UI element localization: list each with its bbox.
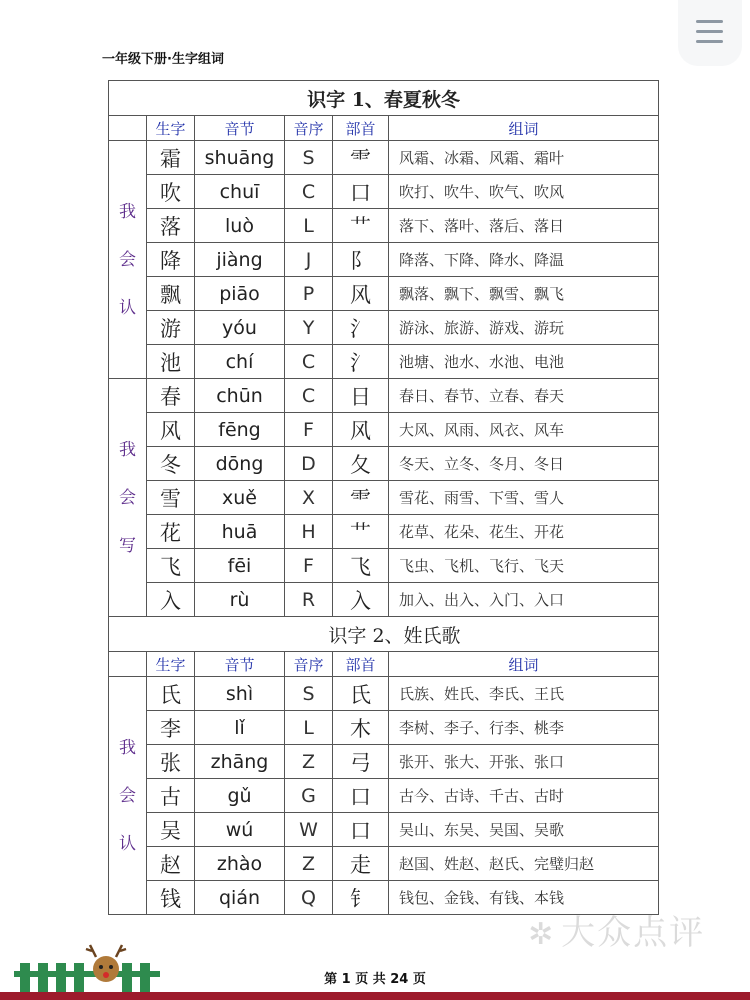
pinyin-cell: chuī [195, 175, 285, 209]
table-row [109, 243, 659, 277]
group-label-char: 会 [119, 785, 136, 806]
words-cell: 落下、落叶、落后、落日 [389, 209, 659, 243]
table-row [109, 813, 659, 847]
words-cell: 张开、张大、开张、张口 [389, 745, 659, 779]
words-cell: 花草、花朵、花生、开花 [389, 515, 659, 549]
words-cell: 春日、春节、立春、春天 [389, 379, 659, 413]
character-cell: 吴 [147, 813, 195, 847]
pinyin-cell: lǐ [195, 711, 285, 745]
order-cell: C [285, 175, 333, 209]
radical-cell: 钅 [333, 881, 389, 915]
group-label-char: 认 [119, 833, 136, 854]
table-row [109, 447, 659, 481]
character-cell: 李 [147, 711, 195, 745]
table-row [109, 141, 659, 175]
table-row [109, 515, 659, 549]
order-cell: J [285, 243, 333, 277]
radical-cell: 口 [333, 779, 389, 813]
table-row [109, 481, 659, 515]
order-cell: P [285, 277, 333, 311]
table-row [109, 209, 659, 243]
character-cell: 古 [147, 779, 195, 813]
column-header-radical: 部首 [333, 116, 389, 141]
pinyin-cell: gǔ [195, 779, 285, 813]
lesson-title: 识字 1、春夏秋冬 [109, 81, 659, 116]
column-header-words: 组词 [389, 116, 659, 141]
pinyin-cell: rù [195, 583, 285, 617]
radical-cell: 走 [333, 847, 389, 881]
character-cell: 飘 [147, 277, 195, 311]
table-row [109, 413, 659, 447]
order-cell: C [285, 345, 333, 379]
blank-header [109, 652, 147, 677]
order-cell: L [285, 209, 333, 243]
group-label [109, 379, 147, 617]
character-cell: 池 [147, 345, 195, 379]
character-cell: 赵 [147, 847, 195, 881]
group-label-char: 我 [119, 201, 136, 222]
words-cell: 赵国、姓赵、赵氏、完璧归赵 [389, 847, 659, 881]
table-row [109, 311, 659, 345]
lesson-title-row [109, 81, 659, 116]
pinyin-cell: luò [195, 209, 285, 243]
column-header-char: 生字 [147, 116, 195, 141]
order-cell: L [285, 711, 333, 745]
words-cell: 池塘、池水、水池、电池 [389, 345, 659, 379]
character-cell: 飞 [147, 549, 195, 583]
column-header-pinyin: 音节 [195, 116, 285, 141]
character-cell: 降 [147, 243, 195, 277]
pinyin-cell: huā [195, 515, 285, 549]
document-title: 一年级下册·生字组词 [102, 52, 224, 67]
character-cell: 吹 [147, 175, 195, 209]
order-cell: X [285, 481, 333, 515]
column-header-row [109, 116, 659, 141]
radical-cell: 日 [333, 379, 389, 413]
pinyin-cell: yóu [195, 311, 285, 345]
pinyin-cell: qián [195, 881, 285, 915]
order-cell: G [285, 779, 333, 813]
radical-cell: 艹 [333, 515, 389, 549]
words-cell: 加入、出入、入门、入口 [389, 583, 659, 617]
words-cell: 飞虫、飞机、飞行、飞天 [389, 549, 659, 583]
character-cell: 落 [147, 209, 195, 243]
table-row [109, 583, 659, 617]
words-cell: 古今、古诗、千古、古时 [389, 779, 659, 813]
character-cell: 钱 [147, 881, 195, 915]
column-header-char: 生字 [147, 652, 195, 677]
order-cell: W [285, 813, 333, 847]
order-cell: Y [285, 311, 333, 345]
words-cell: 氏族、姓氏、李氏、王氏 [389, 677, 659, 711]
table-row [109, 379, 659, 413]
order-cell: H [285, 515, 333, 549]
pinyin-cell: zhào [195, 847, 285, 881]
lesson-title-row [109, 617, 659, 652]
pinyin-cell: dōng [195, 447, 285, 481]
menu-icon-line [696, 40, 723, 43]
group-label-char: 会 [119, 249, 136, 270]
column-header-pinyin: 音节 [195, 652, 285, 677]
order-cell: F [285, 549, 333, 583]
table-row [109, 549, 659, 583]
bottom-bar [0, 992, 750, 1000]
character-cell: 霜 [147, 141, 195, 175]
words-cell: 吴山、东吴、吴国、吴歌 [389, 813, 659, 847]
radical-cell: 飞 [333, 549, 389, 583]
menu-button[interactable] [678, 0, 742, 66]
character-cell: 雪 [147, 481, 195, 515]
character-cell: 冬 [147, 447, 195, 481]
dianping-logo-icon: ✲ [528, 917, 556, 952]
pinyin-cell: shuāng [195, 141, 285, 175]
words-cell: 钱包、金钱、有钱、本钱 [389, 881, 659, 915]
character-cell: 春 [147, 379, 195, 413]
watermark-text: 大众点评 [561, 913, 706, 953]
order-cell: D [285, 447, 333, 481]
pinyin-cell: chūn [195, 379, 285, 413]
lesson-title: 识字 2、姓氏歌 [109, 617, 659, 652]
radical-cell: 入 [333, 583, 389, 617]
radical-cell: 口 [333, 813, 389, 847]
column-header-order: 音序 [285, 652, 333, 677]
blank-header [109, 116, 147, 141]
character-cell: 游 [147, 311, 195, 345]
table-row [109, 277, 659, 311]
radical-cell: ⻗ [333, 141, 389, 175]
group-label [109, 141, 147, 379]
radical-cell: 氏 [333, 677, 389, 711]
order-cell: Q [285, 881, 333, 915]
table-row [109, 711, 659, 745]
character-cell: 风 [147, 413, 195, 447]
column-header-order: 音序 [285, 116, 333, 141]
radical-cell: 口 [333, 175, 389, 209]
vocabulary-table [108, 80, 659, 915]
radical-cell: 氵 [333, 311, 389, 345]
order-cell: R [285, 583, 333, 617]
group-label-char: 我 [119, 737, 136, 758]
table-row [109, 847, 659, 881]
group-label-char: 我 [119, 439, 136, 460]
order-cell: S [285, 141, 333, 175]
table-row [109, 677, 659, 711]
table-row [109, 745, 659, 779]
pinyin-cell: chí [195, 345, 285, 379]
character-cell: 氏 [147, 677, 195, 711]
character-cell: 张 [147, 745, 195, 779]
radical-cell: 阝 [333, 243, 389, 277]
table-row [109, 345, 659, 379]
column-header-radical: 部首 [333, 652, 389, 677]
group-label-char: 认 [119, 297, 136, 318]
order-cell: S [285, 677, 333, 711]
radical-cell: 夂 [333, 447, 389, 481]
page-indicator: 第 1 页 共 24 页 [324, 972, 426, 987]
pinyin-cell: fēi [195, 549, 285, 583]
words-cell: 雪花、雨雪、下雪、雪人 [389, 481, 659, 515]
menu-icon [696, 20, 723, 23]
pinyin-cell: zhāng [195, 745, 285, 779]
words-cell: 大风、风雨、风衣、风车 [389, 413, 659, 447]
words-cell: 冬天、立冬、冬月、冬日 [389, 447, 659, 481]
table-row [109, 779, 659, 813]
character-cell: 入 [147, 583, 195, 617]
pinyin-cell: shì [195, 677, 285, 711]
group-label-char: 会 [119, 487, 136, 508]
pinyin-cell: jiàng [195, 243, 285, 277]
radical-cell: 氵 [333, 345, 389, 379]
table-row [109, 175, 659, 209]
words-cell: 游泳、旅游、游戏、游玩 [389, 311, 659, 345]
group-label-char: 写 [119, 535, 136, 556]
pinyin-cell: xuě [195, 481, 285, 515]
radical-cell: 木 [333, 711, 389, 745]
radical-cell: 风 [333, 277, 389, 311]
words-cell: 李树、李子、行李、桃李 [389, 711, 659, 745]
order-cell: Z [285, 847, 333, 881]
words-cell: 降落、下降、降水、降温 [389, 243, 659, 277]
pinyin-cell: piāo [195, 277, 285, 311]
order-cell: C [285, 379, 333, 413]
words-cell: 风霜、冰霜、风霜、霜叶 [389, 141, 659, 175]
radical-cell: ⻗ [333, 481, 389, 515]
pinyin-cell: fēng [195, 413, 285, 447]
column-header-words: 组词 [389, 652, 659, 677]
menu-icon-line [696, 30, 723, 33]
pinyin-cell: wú [195, 813, 285, 847]
column-header-row [109, 652, 659, 677]
character-cell: 花 [147, 515, 195, 549]
radical-cell: 艹 [333, 209, 389, 243]
words-cell: 吹打、吹牛、吹气、吹风 [389, 175, 659, 209]
words-cell: 飘落、飘下、飘雪、飘飞 [389, 277, 659, 311]
radical-cell: 弓 [333, 745, 389, 779]
order-cell: Z [285, 745, 333, 779]
radical-cell: 风 [333, 413, 389, 447]
watermark [528, 905, 705, 954]
group-label [109, 677, 147, 915]
order-cell: F [285, 413, 333, 447]
